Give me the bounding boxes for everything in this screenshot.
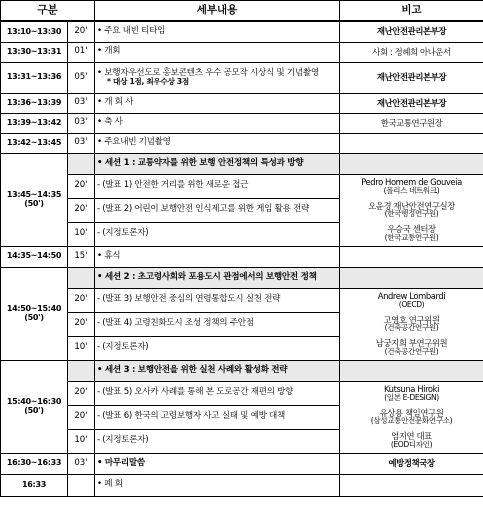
item-duration: 20' [68, 288, 95, 312]
row-duration: 01' [68, 42, 95, 62]
item-duration: 20' [68, 174, 95, 198]
table-row [1, 133, 483, 153]
closing-duration: 03' [68, 453, 95, 474]
session-item-row [1, 312, 483, 336]
session-title: • 세션 1 : 교통약자를 위한 보행 안전정책의 특성과 방향 [95, 153, 340, 174]
row-content-main: • 보행자우선도로 홍보콘텐츠 우수 공모작 시상식 및 기념촬영 [97, 68, 319, 78]
break-time: 14:35~14:50 [1, 246, 68, 267]
row-content: • 주요 내빈 티타임 [95, 21, 340, 42]
speaker-note: Pedro Homem de Gouveia (폴리스 네트워크) [340, 174, 483, 198]
session-item-row [1, 381, 483, 405]
table-row [1, 113, 483, 133]
speaker-note: 고영호 연구위원 (건축공간연구원) [340, 312, 483, 336]
row-time: 13:30~13:31 [1, 42, 68, 62]
session-title: • 세션 3 : 보행안전을 위한 실천 사례와 활성화 전략 [95, 360, 340, 381]
session-item-row [1, 288, 483, 312]
row-content [95, 62, 340, 93]
session-item-row [1, 336, 483, 360]
session-duration [68, 153, 95, 174]
item-duration: 10' [68, 336, 95, 360]
item-content: - (지정토론자) [95, 222, 340, 246]
session-duration [68, 267, 95, 288]
row-content: • 축 사 [95, 113, 340, 133]
closing-content: • 마무리말씀 [95, 453, 340, 474]
item-content: - (발표 5) 오사카 사례를 통해 본 도로공간 재편의 방향 [95, 381, 340, 405]
header-content: 세부내용 [95, 1, 340, 22]
break-row [1, 246, 483, 267]
item-duration: 10' [68, 222, 95, 246]
item-content: - (발표 2) 어린이 보행안전 인식제고를 위한 게임 활용 전략 [95, 198, 340, 222]
speaker-note: 엄지연 대표 (EOD디자인) [340, 429, 483, 453]
row-duration: 03' [68, 93, 95, 113]
end-note [340, 474, 483, 496]
speaker-note: Kutsuna Hiroki (일본 E-DESIGN) [340, 381, 483, 405]
row-content-sub: * 대상 1점, 최우수상 3점 [107, 77, 189, 87]
item-duration: 20' [68, 405, 95, 429]
session-title-note [340, 360, 483, 381]
session-time: 15:40~16:30 (50') [1, 360, 68, 453]
row-note: 사회 : 정혜희 아나운서 [340, 42, 483, 62]
row-time: 13:42~13:45 [1, 133, 68, 153]
item-duration: 20' [68, 312, 95, 336]
speaker-note: Andrew Lombardi (OECD) [340, 288, 483, 312]
session-item-row [1, 405, 483, 429]
item-content: - (지정토론자) [95, 336, 340, 360]
item-content: - (발표 4) 고령친화도시 조성 정책의 주안점 [95, 312, 340, 336]
session-title-row [1, 153, 483, 174]
break-content: • 휴식 [95, 246, 340, 267]
header-note: 비고 [340, 1, 483, 22]
row-note: 재난안전관리본부장 [340, 93, 483, 113]
row-content: • 개 회 사 [95, 93, 340, 113]
item-duration: 10' [68, 429, 95, 453]
break-duration: 15' [68, 246, 95, 267]
table-row [1, 62, 483, 93]
row-duration: 20' [68, 21, 95, 42]
closing-time: 16:30~16:33 [1, 453, 68, 474]
closing-row [1, 453, 483, 474]
session-item-row [1, 429, 483, 453]
end-row [1, 474, 483, 496]
session-item-row [1, 198, 483, 222]
row-time: 13:39~13:42 [1, 113, 68, 133]
speaker-note: 우승국 센터장 (한국교통연구원) [340, 222, 483, 246]
table-row [1, 93, 483, 113]
session-title-note [340, 153, 483, 174]
table-row [1, 21, 483, 42]
row-content: • 주요내빈 기념촬영 [95, 133, 340, 153]
row-note: 한국교통연구원장 [340, 113, 483, 133]
row-time: 13:10~13:30 [1, 21, 68, 42]
session-duration [68, 360, 95, 381]
break-note [340, 246, 483, 267]
item-duration: 20' [68, 381, 95, 405]
session-title-row [1, 267, 483, 288]
header-time: 구분 [1, 1, 95, 22]
session-title: • 세션 2 : 초고령사회와 포용도시 관점에서의 보행안전 정책 [95, 267, 340, 288]
row-content: • 개회 [95, 42, 340, 62]
row-time: 13:36~13:39 [1, 93, 68, 113]
session-title-note [340, 267, 483, 288]
end-duration [68, 474, 95, 496]
item-content: - (발표 3) 보행안전 중심의 연령통합도시 실천 전략 [95, 288, 340, 312]
table-row [1, 42, 483, 62]
item-content: - (발표 6) 한국의 고령보행자 사고 실태 및 예방 대책 [95, 405, 340, 429]
end-time: 16:33 [1, 474, 68, 496]
end-content: • 폐 회 [95, 474, 340, 496]
item-content: - (지정토론자) [95, 429, 340, 453]
session-title-row [1, 360, 483, 381]
speaker-note: 오윤경 재난안전연구실장 (한국행정연구원) [340, 198, 483, 222]
row-note [340, 133, 483, 153]
row-duration: 05' [68, 62, 95, 93]
session-time: 14:50~15:40 (50') [1, 267, 68, 360]
session-time: 13:45~14:35 (50') [1, 153, 68, 246]
item-duration: 20' [68, 198, 95, 222]
session-item-row [1, 222, 483, 246]
speaker-note: 유상용 책임연구원 (삼성교통안전문화연구소) [340, 405, 483, 429]
row-note: 재난안전관리본부장 [340, 21, 483, 42]
item-content: - (발표 1) 안전한 거리를 위한 새로운 접근 [95, 174, 340, 198]
row-note: 재난안전관리본부장 [340, 62, 483, 93]
table-header-row [1, 1, 483, 22]
row-duration: 03' [68, 133, 95, 153]
row-time: 13:31~13:36 [1, 62, 68, 93]
session-item-row [1, 174, 483, 198]
row-duration: 03' [68, 113, 95, 133]
closing-note: 예방정책국장 [340, 453, 483, 474]
speaker-note: 남궁지희 부연구위원 (건축공간연구원) [340, 336, 483, 360]
